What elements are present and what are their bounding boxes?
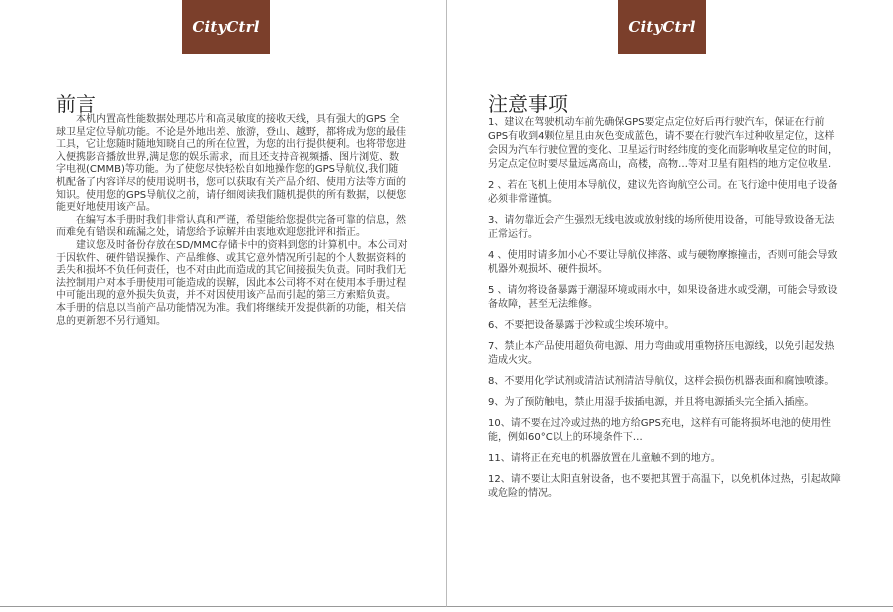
notice-item: 9、为了预防触电，禁止用湿手拔插电源，并且将电源插头完全插入插座。	[488, 397, 815, 408]
notice-item: 7、禁止本产品使用超负荷电源、用力弯曲或用重物挤压电源线，以免引起发热造成火灾。	[488, 341, 835, 366]
notice-item: 6、不要把设备暴露于沙粒或尘埃环境中。	[488, 320, 675, 331]
right-page	[447, 0, 893, 607]
preface-paragraph-2: 在编写本手册时我们非常认真和严谨，希望能给您提供完备可靠的信息，然而难免有错误和疏漏之处，请您给予谅解并由衷地欢迎您批评和指正。	[56, 214, 406, 239]
notice-item: 8、不要用化学试剂或清洁试剂清洁导航仪，这样会损伤机器表面和腐蚀喷漆。	[488, 376, 835, 387]
page-title-preface: 前言	[56, 92, 96, 116]
notice-item: 12、请不要让太阳直射设备，也不要把其置于高温下，以免机体过热，引起故障或危险的情况。	[488, 474, 841, 499]
notice-item: 3、请勿靠近会产生强烈无线电波或放射线的场所使用设备，可能导致设备无法正常运行。	[488, 215, 835, 240]
preface-paragraph-3: 建议您及时备份存放在SD/MMC存储卡中的资料到您的计算机中。本公司对于因软件、硬件错误操作、产品维修、或其它意外情况所引起的个人数据资料的丢失和损坏不负任何责任，也不对由此而造成的其它间接损失负责。同时我们无法控制用户对本手册使用可能造成的误解，因此本公司将不对在使用本手册过程中可能出现的意外损失负责，并不对因使用该产品而引起的第三方索赔负责。	[56, 239, 408, 302]
preface-paragraph-1: 本机内置高性能数据处理芯片和高灵敏度的接收天线，具有强大的GPS 全球卫星定位导航功能。不论是外地出差、旅游，登山、越野，都将成为您的最佳工具，它让您随时随地知晓自己的所在位置，为您的出行提供便利。也将带您进入便携影音播放世界,满足您的娱乐需求，而且还支持音视频播、图片浏览、数字电视(CMMB)等功能。为了使您尽快轻松自如地操作您的GPS导航仪,我们随机配备了内容详尽的使用说明书，您可以获取有关产品介绍、使用方法等方面的知识。使用您的GPS导航仪之前，请仔细阅读我们随机提供的所有数据，以便您能更好地使用该产品。	[56, 114, 407, 214]
left-page	[0, 0, 447, 607]
preface-paragraph-4: 本手册的信息以当前产品功能情况为准。我们将继续开发提供新的功能，相关信息的更新恕不另行通知。	[56, 302, 406, 327]
notice-item: 10、请不要在过冷或过热的地方给GPS充电，这样有可能将损坏电池的使用性能，例如60°C以上的环境条件下…	[488, 418, 831, 443]
notice-item: 4 、使用时请多加小心不要让导航仪摔落、或与硬物摩擦撞击，否则可能会导致机器外观损坏、硬件损坏。	[488, 250, 838, 275]
notice-item: 1、建议在驾驶机动车前先确保GPS要定点定位好后再行驶汽车，保证在行前GPS有收到4颗位星且由灰色变成蓝色，请不要在行驶汽车过种收星定位，这样会因为汽车行驶位置的变化、卫星运行时经纬度的变化而影响收星定位的时间，另定点定位时要尽量远离高山，高楼，高物…等对卫星有阻档的地方定位收星.	[488, 117, 838, 170]
notice-item: 11、请将正在充电的机器放置在儿童触不到的地方。	[488, 453, 721, 464]
notice-item: 2 、若在飞机上使用本导航仪，建议先咨询航空公司。在飞行途中使用电子设备必须非常谨慎。	[488, 180, 838, 205]
notices-list	[488, 116, 843, 508]
notice-item: 5 、请勿将设备暴露于潮湿环境或雨水中，如果设备进水或受潮，可能会导致设备故障，甚至无法维修。	[488, 285, 838, 310]
preface-text	[56, 114, 408, 328]
brand-logo: CityCtrl	[618, 0, 706, 54]
brand-logo: CityCtrl	[182, 0, 270, 54]
page-title-notices: 注意事项	[488, 92, 568, 116]
